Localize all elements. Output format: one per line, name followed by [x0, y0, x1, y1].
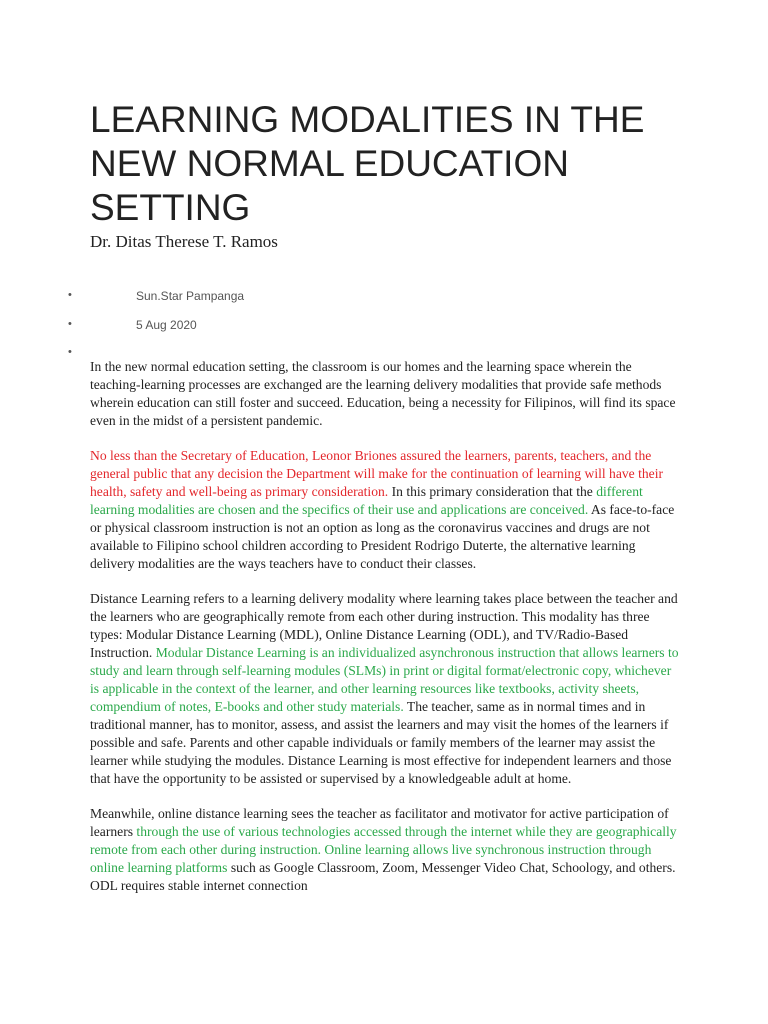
publish-date: 5 Aug 2020 [136, 318, 197, 332]
highlight-green: through the use of various technologies accessed through the internet while they are geographically remote from each other during instruction. Online learning allows live synchronous instruction through online learning platforms [90, 824, 677, 875]
highlight-red: No less than the Secretary of Education, Leonor Briones assured the learners, parents, teachers, and the general public that any decision the Department will make for the continuation of learning will have their health, safety and well-being as primary consideration. [90, 448, 664, 499]
paragraph-text: Distance Learning refers to a learning delivery modality where learning takes place between the teacher and the learners who are geographically remote from each other during instruction. This modality has three types: Modular Distance Learning (MDL), Online Distance Learning (ODL), and TV/Radio-Based Instruction. [90, 591, 678, 660]
paragraph-3 [90, 590, 683, 788]
highlight-green: different learning modalities are chosen and the specifics of their use and applications are conceived. [90, 484, 643, 517]
bullet-icon: • [68, 289, 72, 301]
article-body [90, 358, 683, 912]
paragraph-text: such as Google Classroom, Zoom, Messenger Video Chat, Schoology, and others. ODL requires stable internet connection [90, 860, 676, 893]
paragraph-text: In this primary consideration that the [388, 484, 597, 499]
paragraph-text: As face-to-face or physical classroom instruction is not an option as long as the coronavirus vaccines and drugs are not available to Filipino school children according to President Rodrigo Duterte, the alternative learning delivery modalities are the ways teachers have to conduct their classes. [90, 502, 675, 571]
paragraph-2 [90, 447, 683, 573]
paragraph-text: Meanwhile, online distance learning sees the teacher as facilitator and motivator for active participation of learners [90, 806, 669, 839]
paragraph-text: In the new normal education setting, the classroom is our homes and the learning space wherein the teaching-learning processes are exchanged are the learning delivery modalities that provide safe methods wherein education can still foster and succeed. Education, being a necessity for Filipinos, will find its space even in the midst of a persistent pandemic. [90, 359, 676, 428]
meta-item-date [68, 317, 468, 333]
article-title: LEARNING MODALITIES IN THE NEW NORMAL EDUCATION SETTING [90, 99, 645, 228]
source-name: Sun.Star Pampanga [136, 289, 245, 303]
bullet-icon: • [68, 318, 72, 330]
paragraph-text: The teacher, same as in normal times and in traditional manner, has to monitor, assess, and assist the learners and may visit the homes of the learners if possible and safe. Parents and other capable individuals or family members of the learner may assist the learner while studying the modules. Distance Learning is most effective for independent learners and those that have the opportunity to be assisted or supervised by a knowledgeable adult at home. [90, 699, 672, 786]
article-author: Dr. Ditas Therese T. Ramos [90, 232, 278, 251]
paragraph-4 [90, 805, 683, 895]
highlight-green: Modular Distance Learning is an individualized asynchronous instruction that allows learners to study and learn through self-learning modules (SLMs) in print or digital format/electronic copy, whichever is applicable in the context of the learner, and other learning resources like textbooks, activity sheets, compendium of notes, E-books and other study materials. [90, 645, 679, 714]
meta-item-source [68, 288, 468, 304]
paragraph-1 [90, 358, 683, 430]
bullet-icon: • [68, 346, 72, 358]
